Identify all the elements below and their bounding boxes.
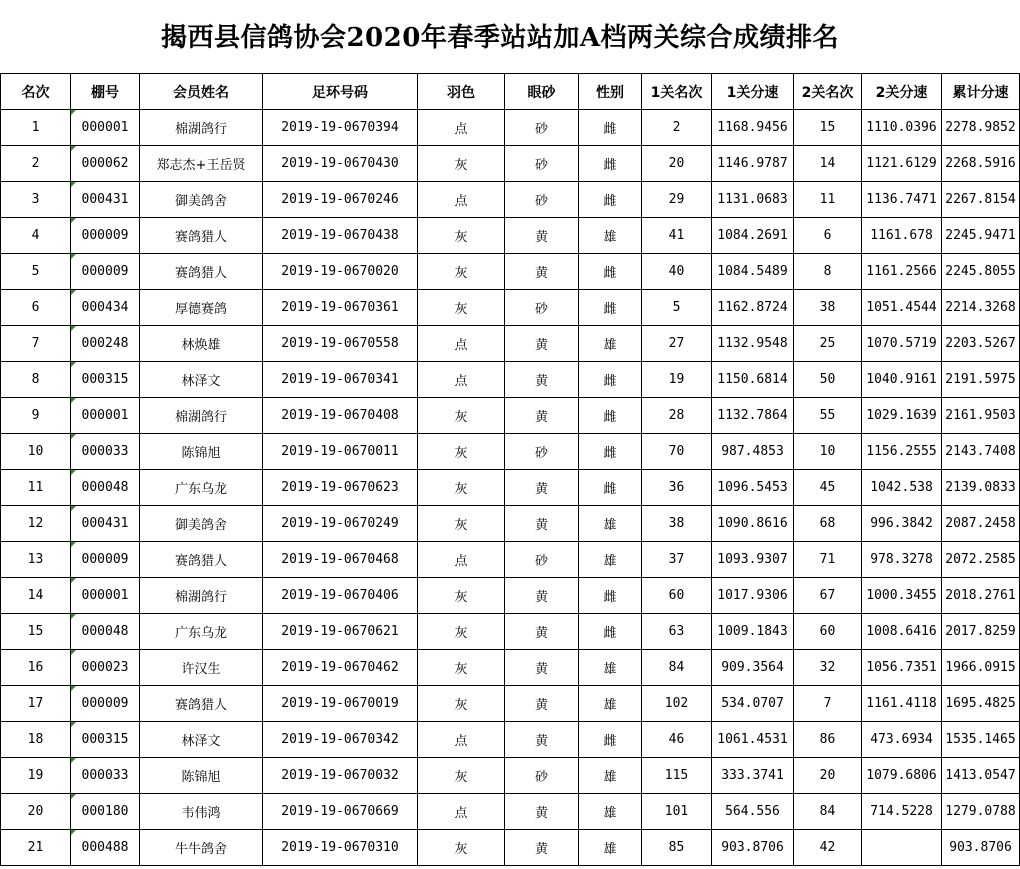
col-feather-color-cell: 灰: [418, 398, 505, 434]
col-eye-sand-cell: 砂: [505, 434, 579, 470]
col-stage1-rank-cell: 40: [642, 254, 712, 290]
col-pen-no-cell: 000001: [71, 398, 140, 434]
col-total-speed-cell: 2203.5267: [942, 326, 1020, 362]
table-row: [1, 290, 1020, 326]
col-rank-cell: 12: [1, 506, 71, 542]
col-pen-no-cell: 000009: [71, 542, 140, 578]
col-ring-no-cell: 2019-19-0670020: [263, 254, 418, 290]
col-stage2-speed-cell: 1056.7351: [862, 650, 942, 686]
col-stage1-rank-cell: 85: [642, 830, 712, 866]
col-eye-sand-cell: 黄: [505, 686, 579, 722]
col-stage1-rank-cell: 28: [642, 398, 712, 434]
header-row: [1, 74, 1020, 110]
col-pen-no-cell: 000001: [71, 578, 140, 614]
col-ring-no-header: 足环号码: [263, 74, 418, 110]
col-stage2-speed-cell: [862, 830, 942, 866]
col-member-name-cell: 广东乌龙: [140, 614, 263, 650]
col-total-speed-cell: 2191.5975: [942, 362, 1020, 398]
col-feather-color-cell: 点: [418, 542, 505, 578]
col-rank-cell: 15: [1, 614, 71, 650]
col-rank-cell: 14: [1, 578, 71, 614]
col-member-name-cell: 陈锦旭: [140, 434, 263, 470]
col-eye-sand-cell: 黄: [505, 362, 579, 398]
col-rank-cell: 21: [1, 830, 71, 866]
col-ring-no-cell: 2019-19-0670468: [263, 542, 418, 578]
col-rank-cell: 8: [1, 362, 71, 398]
col-member-name-cell: 牛牛鸽舍: [140, 830, 263, 866]
col-rank-cell: 11: [1, 470, 71, 506]
col-stage2-rank-cell: 20: [794, 758, 862, 794]
col-sex-cell: 雄: [579, 758, 642, 794]
col-stage2-rank-cell: 50: [794, 362, 862, 398]
col-sex-cell: 雄: [579, 326, 642, 362]
col-rank-cell: 16: [1, 650, 71, 686]
col-stage2-speed-cell: 1051.4544: [862, 290, 942, 326]
col-stage1-speed-cell: 903.8706: [712, 830, 794, 866]
col-eye-sand-cell: 黄: [505, 470, 579, 506]
col-feather-color-cell: 灰: [418, 434, 505, 470]
table-row: [1, 470, 1020, 506]
col-ring-no-cell: 2019-19-0670408: [263, 398, 418, 434]
col-total-speed-cell: 2143.7408: [942, 434, 1020, 470]
col-stage1-rank-cell: 63: [642, 614, 712, 650]
col-pen-no-cell: 000180: [71, 794, 140, 830]
col-sex-cell: 雌: [579, 110, 642, 146]
col-member-name-cell: 棉湖鸽行: [140, 398, 263, 434]
col-sex-header: 性别: [579, 74, 642, 110]
col-pen-no-header: 棚号: [71, 74, 140, 110]
col-total-speed-header: 累计分速: [942, 74, 1020, 110]
col-stage1-speed-cell: 1017.9306: [712, 578, 794, 614]
col-total-speed-cell: 903.8706: [942, 830, 1020, 866]
col-ring-no-cell: 2019-19-0670032: [263, 758, 418, 794]
col-member-name-cell: 赛鸽猎人: [140, 254, 263, 290]
col-feather-color-cell: 点: [418, 722, 505, 758]
col-sex-cell: 雌: [579, 470, 642, 506]
col-eye-sand-cell: 黄: [505, 398, 579, 434]
table-row: [1, 110, 1020, 146]
col-stage2-rank-cell: 6: [794, 218, 862, 254]
table-row: [1, 362, 1020, 398]
col-feather-color-cell: 灰: [418, 686, 505, 722]
col-stage2-rank-cell: 67: [794, 578, 862, 614]
col-stage1-rank-header: 1关名次: [642, 74, 712, 110]
col-stage1-speed-cell: 564.556: [712, 794, 794, 830]
table-row: [1, 794, 1020, 830]
col-ring-no-cell: 2019-19-0670246: [263, 182, 418, 218]
col-member-name-cell: 陈锦旭: [140, 758, 263, 794]
col-eye-sand-header: 眼砂: [505, 74, 579, 110]
col-stage2-rank-cell: 7: [794, 686, 862, 722]
col-rank-cell: 4: [1, 218, 71, 254]
table-row: [1, 722, 1020, 758]
col-stage2-speed-cell: 978.3278: [862, 542, 942, 578]
col-eye-sand-cell: 砂: [505, 758, 579, 794]
col-total-speed-cell: 2161.9503: [942, 398, 1020, 434]
col-stage1-speed-cell: 1132.7864: [712, 398, 794, 434]
table-row: [1, 542, 1020, 578]
col-stage1-speed-cell: 1061.4531: [712, 722, 794, 758]
col-sex-cell: 雌: [579, 578, 642, 614]
col-stage2-speed-cell: 1156.2555: [862, 434, 942, 470]
col-pen-no-cell: 000033: [71, 434, 140, 470]
col-feather-color-cell: 灰: [418, 506, 505, 542]
col-stage1-rank-cell: 19: [642, 362, 712, 398]
col-rank-cell: 7: [1, 326, 71, 362]
col-eye-sand-cell: 砂: [505, 182, 579, 218]
col-stage2-speed-cell: 1042.538: [862, 470, 942, 506]
col-stage2-rank-cell: 86: [794, 722, 862, 758]
col-member-name-cell: 厚德赛鸽: [140, 290, 263, 326]
col-rank-cell: 10: [1, 434, 71, 470]
col-pen-no-cell: 000048: [71, 470, 140, 506]
col-rank-cell: 19: [1, 758, 71, 794]
col-ring-no-cell: 2019-19-0670430: [263, 146, 418, 182]
table-row: [1, 686, 1020, 722]
col-eye-sand-cell: 黄: [505, 722, 579, 758]
col-pen-no-cell: 000009: [71, 254, 140, 290]
col-stage2-speed-cell: 1121.6129: [862, 146, 942, 182]
col-member-name-cell: 韦伟鸿: [140, 794, 263, 830]
col-ring-no-cell: 2019-19-0670462: [263, 650, 418, 686]
col-feather-color-cell: 点: [418, 794, 505, 830]
col-pen-no-cell: 000033: [71, 758, 140, 794]
col-stage1-rank-cell: 101: [642, 794, 712, 830]
col-total-speed-cell: 1413.0547: [942, 758, 1020, 794]
col-stage2-rank-cell: 38: [794, 290, 862, 326]
col-ring-no-cell: 2019-19-0670310: [263, 830, 418, 866]
col-rank-cell: 3: [1, 182, 71, 218]
table-row: [1, 650, 1020, 686]
col-ring-no-cell: 2019-19-0670394: [263, 110, 418, 146]
col-sex-cell: 雄: [579, 650, 642, 686]
col-rank-cell: 18: [1, 722, 71, 758]
col-total-speed-cell: 2087.2458: [942, 506, 1020, 542]
col-feather-color-cell: 点: [418, 326, 505, 362]
col-stage2-rank-cell: 10: [794, 434, 862, 470]
col-feather-color-cell: 灰: [418, 578, 505, 614]
col-stage1-rank-cell: 38: [642, 506, 712, 542]
col-pen-no-cell: 000023: [71, 650, 140, 686]
col-stage1-speed-cell: 1009.1843: [712, 614, 794, 650]
col-feather-color-cell: 点: [418, 110, 505, 146]
col-rank-cell: 9: [1, 398, 71, 434]
col-eye-sand-cell: 黄: [505, 830, 579, 866]
table-row: [1, 326, 1020, 362]
col-member-name-cell: 赛鸽猎人: [140, 218, 263, 254]
col-stage1-rank-cell: 41: [642, 218, 712, 254]
col-stage1-speed-cell: 1093.9307: [712, 542, 794, 578]
col-stage2-speed-cell: 1161.678: [862, 218, 942, 254]
col-ring-no-cell: 2019-19-0670011: [263, 434, 418, 470]
col-rank-cell: 17: [1, 686, 71, 722]
col-sex-cell: 雄: [579, 830, 642, 866]
col-pen-no-cell: 000048: [71, 614, 140, 650]
page-title: 揭西县信鸽协会2020年春季站站加A档两关综合成绩排名: [160, 23, 840, 53]
col-rank-cell: 5: [1, 254, 71, 290]
col-ring-no-cell: 2019-19-0670558: [263, 326, 418, 362]
col-pen-no-cell: 000488: [71, 830, 140, 866]
col-stage1-speed-cell: 1150.6814: [712, 362, 794, 398]
col-rank-cell: 13: [1, 542, 71, 578]
col-sex-cell: 雄: [579, 506, 642, 542]
col-stage1-speed-cell: 1090.8616: [712, 506, 794, 542]
col-pen-no-cell: 000431: [71, 182, 140, 218]
col-stage1-speed-cell: 1132.9548: [712, 326, 794, 362]
col-stage1-rank-cell: 84: [642, 650, 712, 686]
col-member-name-cell: 林泽文: [140, 362, 263, 398]
col-eye-sand-cell: 黄: [505, 650, 579, 686]
col-stage2-speed-header: 2关分速: [862, 74, 942, 110]
col-eye-sand-cell: 砂: [505, 290, 579, 326]
table-row: [1, 578, 1020, 614]
col-feather-color-cell: 灰: [418, 254, 505, 290]
col-stage2-rank-header: 2关名次: [794, 74, 862, 110]
col-feather-color-cell: 灰: [418, 218, 505, 254]
col-stage1-rank-cell: 27: [642, 326, 712, 362]
col-pen-no-cell: 000315: [71, 722, 140, 758]
col-pen-no-cell: 000062: [71, 146, 140, 182]
col-eye-sand-cell: 黄: [505, 614, 579, 650]
col-member-name-cell: 棉湖鸽行: [140, 110, 263, 146]
col-pen-no-cell: 000431: [71, 506, 140, 542]
col-eye-sand-cell: 黄: [505, 506, 579, 542]
col-stage2-speed-cell: 714.5228: [862, 794, 942, 830]
col-member-name-cell: 赛鸽猎人: [140, 542, 263, 578]
col-stage2-speed-cell: 1136.7471: [862, 182, 942, 218]
col-feather-color-cell: 灰: [418, 470, 505, 506]
col-member-name-cell: 广东乌龙: [140, 470, 263, 506]
col-stage2-speed-cell: 1000.3455: [862, 578, 942, 614]
col-eye-sand-cell: 黄: [505, 254, 579, 290]
results-table: [0, 73, 1020, 866]
col-sex-cell: 雌: [579, 182, 642, 218]
table-row: [1, 830, 1020, 866]
col-stage2-speed-cell: 473.6934: [862, 722, 942, 758]
col-stage1-speed-cell: 1131.0683: [712, 182, 794, 218]
col-sex-cell: 雄: [579, 686, 642, 722]
col-pen-no-cell: 000248: [71, 326, 140, 362]
col-member-name-cell: 许汉生: [140, 650, 263, 686]
table-row: [1, 434, 1020, 470]
col-feather-color-cell: 灰: [418, 146, 505, 182]
table-header: [1, 74, 1020, 110]
col-eye-sand-cell: 黄: [505, 326, 579, 362]
col-ring-no-cell: 2019-19-0670621: [263, 614, 418, 650]
col-ring-no-cell: 2019-19-0670438: [263, 218, 418, 254]
col-ring-no-cell: 2019-19-0670361: [263, 290, 418, 326]
col-stage1-speed-cell: 1162.8724: [712, 290, 794, 326]
table-row: [1, 182, 1020, 218]
col-eye-sand-cell: 黄: [505, 794, 579, 830]
col-sex-cell: 雌: [579, 398, 642, 434]
col-pen-no-cell: 000009: [71, 686, 140, 722]
col-total-speed-cell: 2214.3268: [942, 290, 1020, 326]
col-stage2-rank-cell: 25: [794, 326, 862, 362]
col-total-speed-cell: 2278.9852: [942, 110, 1020, 146]
col-rank-cell: 6: [1, 290, 71, 326]
col-stage2-speed-cell: 1008.6416: [862, 614, 942, 650]
col-stage1-speed-cell: 987.4853: [712, 434, 794, 470]
col-ring-no-cell: 2019-19-0670019: [263, 686, 418, 722]
table-row: [1, 506, 1020, 542]
col-member-name-cell: 林焕雄: [140, 326, 263, 362]
col-eye-sand-cell: 黄: [505, 578, 579, 614]
col-stage2-speed-cell: 1029.1639: [862, 398, 942, 434]
col-stage2-rank-cell: 14: [794, 146, 862, 182]
col-eye-sand-cell: 砂: [505, 542, 579, 578]
col-pen-no-cell: 000434: [71, 290, 140, 326]
col-stage2-speed-cell: 1161.2566: [862, 254, 942, 290]
col-total-speed-cell: 2267.8154: [942, 182, 1020, 218]
col-member-name-cell: 赛鸽猎人: [140, 686, 263, 722]
col-sex-cell: 雄: [579, 542, 642, 578]
col-feather-color-cell: 灰: [418, 614, 505, 650]
col-sex-cell: 雌: [579, 362, 642, 398]
col-total-speed-cell: 2018.2761: [942, 578, 1020, 614]
col-ring-no-cell: 2019-19-0670249: [263, 506, 418, 542]
col-eye-sand-cell: 砂: [505, 110, 579, 146]
col-ring-no-cell: 2019-19-0670669: [263, 794, 418, 830]
col-sex-cell: 雌: [579, 434, 642, 470]
col-eye-sand-cell: 砂: [505, 146, 579, 182]
col-stage1-speed-cell: 1146.9787: [712, 146, 794, 182]
col-stage2-rank-cell: 60: [794, 614, 862, 650]
col-total-speed-cell: 1966.0915: [942, 650, 1020, 686]
col-stage2-rank-cell: 15: [794, 110, 862, 146]
col-stage1-rank-cell: 46: [642, 722, 712, 758]
col-stage1-rank-cell: 20: [642, 146, 712, 182]
col-feather-color-cell: 灰: [418, 830, 505, 866]
col-stage2-rank-cell: 68: [794, 506, 862, 542]
col-feather-color-cell: 灰: [418, 290, 505, 326]
col-stage1-speed-cell: 1096.5453: [712, 470, 794, 506]
col-feather-color-cell: 点: [418, 362, 505, 398]
col-stage1-speed-cell: 1168.9456: [712, 110, 794, 146]
table-row: [1, 614, 1020, 650]
col-stage2-speed-cell: 996.3842: [862, 506, 942, 542]
col-stage1-speed-cell: 1084.2691: [712, 218, 794, 254]
col-rank-cell: 20: [1, 794, 71, 830]
col-total-speed-cell: 2072.2585: [942, 542, 1020, 578]
col-pen-no-cell: 000001: [71, 110, 140, 146]
col-total-speed-cell: 2245.8055: [942, 254, 1020, 290]
table-row: [1, 398, 1020, 434]
col-member-name-header: 会员姓名: [140, 74, 263, 110]
col-stage2-rank-cell: 8: [794, 254, 862, 290]
col-sex-cell: 雄: [579, 794, 642, 830]
col-sex-cell: 雌: [579, 290, 642, 326]
col-stage2-rank-cell: 42: [794, 830, 862, 866]
col-member-name-cell: 林泽文: [140, 722, 263, 758]
col-sex-cell: 雌: [579, 146, 642, 182]
col-stage1-rank-cell: 115: [642, 758, 712, 794]
col-total-speed-cell: 1535.1465: [942, 722, 1020, 758]
col-ring-no-cell: 2019-19-0670342: [263, 722, 418, 758]
col-sex-cell: 雌: [579, 722, 642, 758]
col-pen-no-cell: 000009: [71, 218, 140, 254]
col-feather-color-header: 羽色: [418, 74, 505, 110]
col-member-name-cell: 棉湖鸽行: [140, 578, 263, 614]
col-stage2-rank-cell: 11: [794, 182, 862, 218]
col-member-name-cell: 郑志杰+王岳贤: [140, 146, 263, 182]
col-stage1-speed-cell: 534.0707: [712, 686, 794, 722]
col-stage1-rank-cell: 60: [642, 578, 712, 614]
col-sex-cell: 雄: [579, 218, 642, 254]
col-stage1-rank-cell: 36: [642, 470, 712, 506]
table-body: [1, 110, 1020, 866]
col-stage1-rank-cell: 70: [642, 434, 712, 470]
col-total-speed-cell: 1279.0788: [942, 794, 1020, 830]
col-stage1-rank-cell: 5: [642, 290, 712, 326]
table-row: [1, 146, 1020, 182]
col-stage2-rank-cell: 55: [794, 398, 862, 434]
col-stage1-rank-cell: 37: [642, 542, 712, 578]
col-member-name-cell: 御美鸽舍: [140, 182, 263, 218]
col-stage1-speed-cell: 909.3564: [712, 650, 794, 686]
col-ring-no-cell: 2019-19-0670623: [263, 470, 418, 506]
col-stage1-speed-cell: 333.3741: [712, 758, 794, 794]
col-stage2-rank-cell: 71: [794, 542, 862, 578]
col-stage1-speed-cell: 1084.5489: [712, 254, 794, 290]
col-stage2-speed-cell: 1161.4118: [862, 686, 942, 722]
table-row: [1, 254, 1020, 290]
col-rank-cell: 1: [1, 110, 71, 146]
col-total-speed-cell: 2245.9471: [942, 218, 1020, 254]
col-feather-color-cell: 点: [418, 182, 505, 218]
col-stage2-rank-cell: 45: [794, 470, 862, 506]
col-member-name-cell: 御美鸽舍: [140, 506, 263, 542]
col-feather-color-cell: 灰: [418, 650, 505, 686]
col-total-speed-cell: 2017.8259: [942, 614, 1020, 650]
col-ring-no-cell: 2019-19-0670341: [263, 362, 418, 398]
table-row: [1, 218, 1020, 254]
col-stage2-rank-cell: 32: [794, 650, 862, 686]
col-stage2-speed-cell: 1110.0396: [862, 110, 942, 146]
col-rank-cell: 2: [1, 146, 71, 182]
col-rank-header: 名次: [1, 74, 71, 110]
col-total-speed-cell: 1695.4825: [942, 686, 1020, 722]
col-feather-color-cell: 灰: [418, 758, 505, 794]
col-sex-cell: 雌: [579, 614, 642, 650]
col-ring-no-cell: 2019-19-0670406: [263, 578, 418, 614]
col-total-speed-cell: 2139.0833: [942, 470, 1020, 506]
col-eye-sand-cell: 黄: [505, 218, 579, 254]
col-stage1-rank-cell: 102: [642, 686, 712, 722]
col-pen-no-cell: 000315: [71, 362, 140, 398]
col-total-speed-cell: 2268.5916: [942, 146, 1020, 182]
col-stage2-speed-cell: 1040.9161: [862, 362, 942, 398]
col-stage2-speed-cell: 1070.5719: [862, 326, 942, 362]
col-stage1-speed-header: 1关分速: [712, 74, 794, 110]
col-stage2-speed-cell: 1079.6806: [862, 758, 942, 794]
table-row: [1, 758, 1020, 794]
col-stage1-rank-cell: 2: [642, 110, 712, 146]
col-stage1-rank-cell: 29: [642, 182, 712, 218]
col-stage2-rank-cell: 84: [794, 794, 862, 830]
col-sex-cell: 雌: [579, 254, 642, 290]
